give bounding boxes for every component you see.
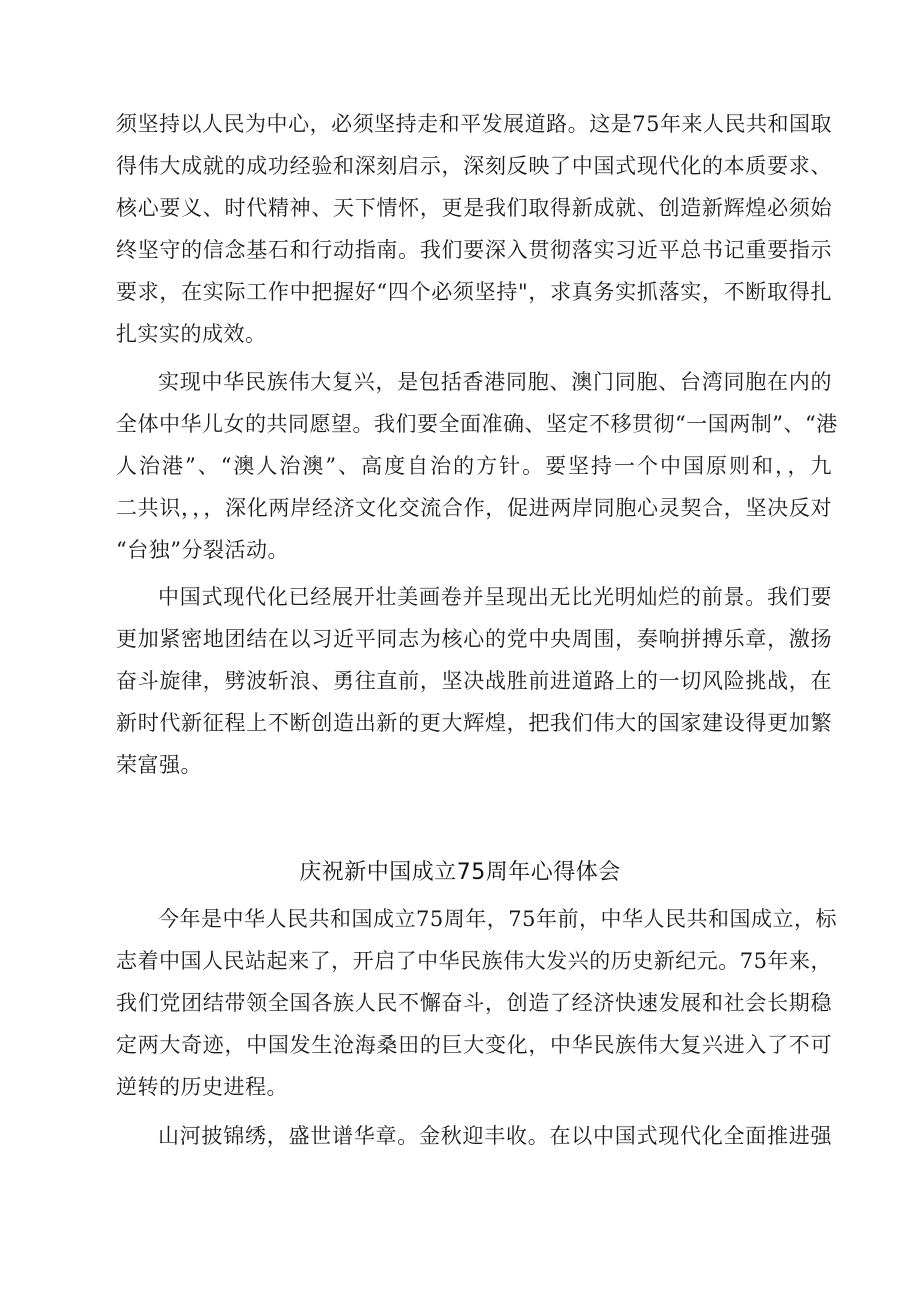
text-line: 要求，在实际工作中把握好“四个必须坚持"，求真务实抓落实，不断取得扎 <box>116 280 832 304</box>
text-line: 终坚守的信念基石和行动指南。我们要深入贯彻落实习近平总书记重要指示 <box>116 238 832 262</box>
text-line: 逆转的历史进程。 <box>116 1075 288 1099</box>
text-line: 志着中国人民站起来了，开启了中华民族伟大发兴的历史新纪元。75年来， <box>116 949 832 973</box>
text-line: 定两大奇迹，中国发生沧海桑田的巨大变化，中华民族伟大复兴进入了不可 <box>116 1033 832 1057</box>
text-line: “台独”分裂活动。 <box>116 538 289 562</box>
text-line: 新时代新征程上不断创造出新的更大辉煌，把我们伟大的国家建设得更加繁 <box>116 711 832 735</box>
text-line: 中国式现代化已经展开壮美画卷并呈现出无比光明灿烂的前景。我们要 <box>158 585 832 609</box>
text-line: 二共识，，，深化两岸经济文化交流合作，促进两岸同胞心灵契合，坚决反对 <box>116 496 832 520</box>
section-heading: 庆祝新中国成立75周年心得体会 <box>299 860 621 885</box>
text-line: 更加紧密地团结在以习近平同志为核心的党中央周围，奏响拼搏乐章，激扬 <box>116 627 832 651</box>
text-line: 奋斗旋律，劈波斩浪、勇往直前，坚决战胜前进道路上的一切风险挑战，在 <box>116 669 832 693</box>
text-line: 全体中华儿女的共同愿望。我们要全面准确、坚定不移贯彻“一国两制”、“港 <box>116 412 838 436</box>
text-line: 人治港”、“澳人治澳”、高度自治的方针。要坚持一个中国原则和，，九 <box>116 454 832 478</box>
text-line: 须坚持以人民为中心，必须坚持走和平发展道路。这是75年来人民共和国取 <box>116 112 832 136</box>
text-line: 山河披锦绣，盛世谱华章。金秋迎丰收。在以中国式现代化全面推进强 <box>158 1124 832 1148</box>
text-line: 今年是中华人民共和国成立75周年，75年前，中华人民共和国成立，标 <box>158 907 837 931</box>
text-line: 得伟大成就的成功经验和深刻启示，深刻反映了中国式现代化的本质要求、 <box>116 154 832 178</box>
text-line: 扎实实的成效。 <box>116 322 267 346</box>
text-line: 实现中华民族伟大复兴，是包括香港同胞、澳门同胞、台湾同胞在内的 <box>158 370 832 394</box>
text-line: 我们党团结带领全国各族人民不懈奋斗，创造了经济快速发展和社会长期稳 <box>116 991 832 1015</box>
text-line: 核心要义、时代精神、天下情怀，更是我们取得新成就、创造新辉煌必须始 <box>116 196 832 220</box>
text-line: 荣富强。 <box>116 753 202 777</box>
